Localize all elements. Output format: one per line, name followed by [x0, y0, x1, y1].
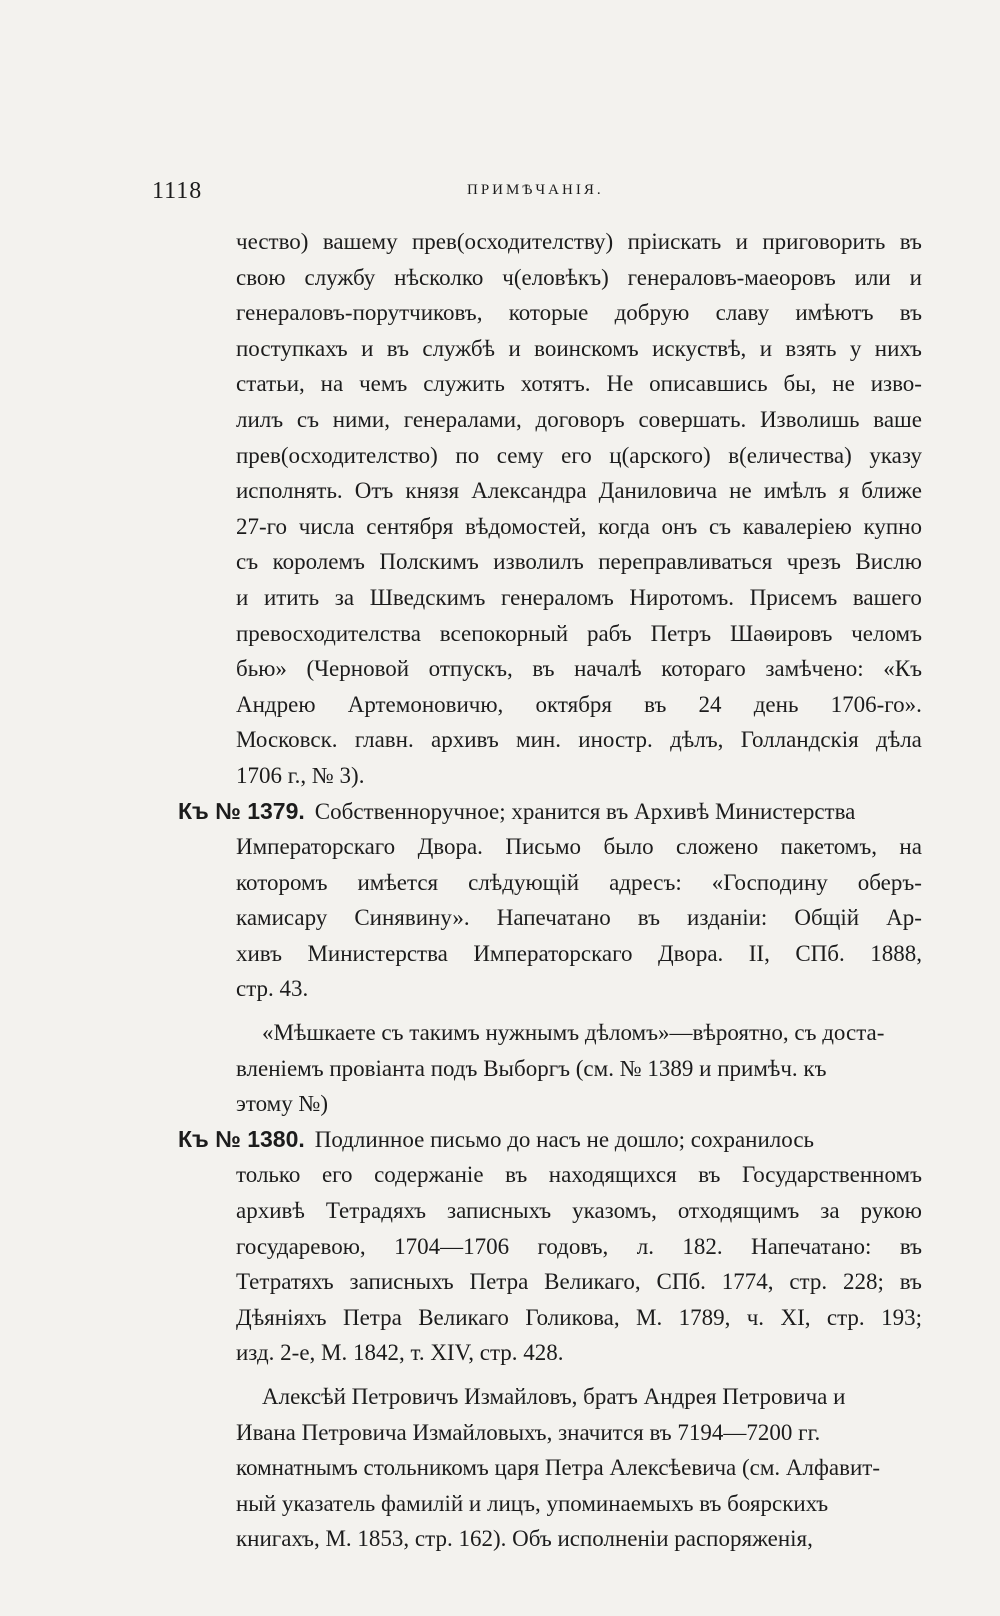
word: годовъ, [537, 1233, 609, 1259]
word: 228; [842, 1269, 884, 1295]
word: 193; [881, 1304, 922, 1330]
word: Не [606, 371, 634, 397]
word: и [735, 229, 748, 254]
word: сему [496, 442, 544, 468]
word: ближе [861, 478, 922, 504]
word: не [729, 478, 752, 504]
text-line [178, 331, 922, 367]
word: въ [644, 691, 667, 717]
word: его [321, 1162, 353, 1188]
word: Полскимъ [379, 549, 479, 575]
word: слѣдующій [468, 869, 580, 895]
word: превосходителства [236, 620, 421, 646]
word: и [759, 335, 773, 361]
text-line [178, 1264, 922, 1300]
word: Напечатано: [751, 1233, 872, 1259]
paragraph-commentary [178, 1015, 922, 1122]
text-line [178, 829, 922, 865]
word: за [820, 1198, 840, 1224]
word: съ [296, 406, 320, 432]
word: всепокорный [439, 620, 569, 646]
word: князя [405, 478, 460, 504]
word: л. [636, 1233, 654, 1259]
text-line [178, 1193, 922, 1229]
word: договоръ [535, 406, 625, 432]
word: Письмо [505, 834, 582, 860]
word: Великаго [418, 1304, 509, 1330]
word: записныхъ [349, 1269, 454, 1295]
word: когда [598, 513, 650, 539]
text-line [178, 224, 922, 260]
word: Напечатано [496, 905, 611, 931]
text-line: Ивана Петровича Измайловыхъ, значится въ 7194—7200 гг. [236, 1419, 821, 1445]
word: ч(еловѣкъ) [502, 264, 609, 290]
word: и [508, 335, 521, 361]
word: совершать. [638, 406, 747, 432]
word: ц(арского) [609, 442, 711, 468]
word: Императорскаго [473, 940, 633, 966]
word: было [603, 834, 654, 860]
text-line [178, 402, 922, 438]
word: исполнять. [236, 478, 343, 504]
word: Великаго, [544, 1269, 641, 1295]
word: сентября [366, 513, 454, 539]
word: адресъ: [609, 869, 682, 895]
entry-number: Къ № 1380. [178, 1125, 305, 1152]
word: Министерства [307, 940, 448, 966]
text-line: Къ № 1379. Собственноручное; хранится въ Архивѣ Министерства [178, 797, 856, 824]
header-title: ПРИМѢЧАНІЯ. [467, 182, 604, 198]
word: службу [304, 264, 376, 290]
word: мин. [516, 727, 561, 753]
text-line [178, 722, 922, 758]
text-line [178, 438, 922, 474]
word: изданіи: [687, 905, 768, 931]
word: за [334, 584, 355, 610]
word: лилъ [236, 406, 284, 432]
text-line [178, 295, 922, 331]
word: взять [785, 335, 837, 361]
text-line: стр. 43. [236, 976, 309, 1002]
word: XI, [780, 1304, 811, 1330]
word: поступкахъ [236, 335, 348, 361]
word: его [561, 442, 592, 468]
word: или [854, 264, 891, 290]
text-line [178, 509, 922, 545]
word: Шаѳировъ [729, 620, 833, 646]
text-line [178, 651, 922, 687]
word: я [838, 478, 850, 504]
word: славу [715, 300, 770, 326]
note-entry-1379 [178, 794, 922, 1008]
word: Двора. [657, 940, 724, 966]
word: началѣ [574, 656, 642, 682]
word: вашему [322, 229, 398, 254]
word: Отъ [354, 478, 394, 504]
word: рабъ [586, 620, 632, 646]
notes-body [178, 224, 922, 1557]
word: нихъ [874, 335, 922, 361]
word: въ [899, 1269, 922, 1295]
word: Артемоновичю, [347, 691, 504, 717]
text-line: Алексѣй Петровичъ Измайловъ, братъ Андрея Петровича и [262, 1384, 846, 1409]
word: Вислю [855, 549, 922, 575]
word: съ [236, 549, 259, 575]
word: бью» [236, 656, 287, 682]
word: камисару [236, 905, 328, 931]
text-line: «Мѣшкаете съ такимъ нужнымъ дѣломъ»—вѣроятно, съ доста- [262, 1020, 885, 1046]
word: приговорить [762, 229, 886, 254]
word: находящихся [548, 1162, 677, 1188]
text-line: изд. 2-е, М. 1842, т. XIV, стр. 428. [236, 1340, 564, 1366]
text-line [178, 687, 922, 723]
word: въ [386, 335, 409, 361]
word: итить [263, 584, 320, 610]
word: пакетомъ, [780, 834, 877, 860]
word: по [455, 442, 480, 468]
word: чрезъ [786, 549, 841, 575]
word: указомъ, [572, 1198, 657, 1224]
word: вашего [852, 584, 922, 610]
word: генераловъ-порутчиковъ, [236, 300, 483, 326]
word: содержаніе [374, 1162, 484, 1188]
word: у [849, 335, 862, 361]
text-line: ный указатель фамилій и лицъ, упоминаемыхъ въ боярскихъ [236, 1490, 829, 1516]
word: чемъ [359, 371, 408, 397]
word: въ [505, 1162, 528, 1188]
word: котораго [661, 656, 746, 682]
word: прев(осходителству) [411, 229, 614, 254]
word: кавалеріею [742, 513, 852, 539]
word: ними, [332, 406, 390, 432]
word: Изволишь [759, 406, 860, 432]
word: чество) [236, 229, 309, 254]
word: которые [508, 300, 589, 326]
word: имѣется [357, 869, 439, 895]
word: рукою [860, 1198, 922, 1224]
word: Дѣяніяхъ [236, 1304, 327, 1330]
word: въ [899, 1233, 922, 1259]
text-line [178, 260, 922, 296]
word: ч. [746, 1304, 765, 1330]
word: въ [532, 656, 555, 682]
word: описавшись [649, 371, 768, 397]
word: II, [748, 940, 770, 966]
word: архивъ [431, 727, 499, 753]
word: бы, [783, 371, 817, 397]
word: (Черновой [306, 656, 410, 682]
text-line [178, 1229, 922, 1265]
text-line [178, 616, 922, 652]
word: Государственномъ [741, 1162, 922, 1188]
word: на [899, 834, 922, 860]
text-line [178, 900, 922, 936]
word: замѣчено: [765, 656, 864, 682]
word: Синявину». [354, 905, 470, 931]
word: 24 [698, 691, 722, 717]
word: Шведскимъ [369, 584, 486, 610]
paragraph-izmailov [178, 1379, 922, 1557]
word: службѣ [422, 335, 496, 361]
word: на [320, 371, 344, 397]
text-line: Къ № 1380. Подлинное письмо до насъ не дошло; сохранилось [178, 1125, 815, 1152]
word: которомъ [236, 869, 328, 895]
word: Даниловича [598, 478, 718, 504]
word: ваше [873, 406, 922, 432]
word: 1888, [870, 940, 922, 966]
word: 182. [682, 1233, 723, 1259]
word: искуствѣ, [652, 335, 747, 361]
word: Петра [342, 1304, 402, 1330]
word: М. [636, 1304, 663, 1330]
word: Александра [471, 478, 587, 504]
word: хотятъ. [520, 371, 591, 397]
word: купно [863, 513, 922, 539]
word: челомъ [851, 620, 922, 646]
word: «Господину [711, 869, 828, 895]
word: дѣла [876, 727, 922, 753]
word: только [236, 1162, 301, 1188]
word: СПб. [656, 1269, 706, 1295]
word: воинскомъ [534, 335, 639, 361]
paragraph-letter-continuation [178, 224, 922, 794]
word: дѣлъ, [670, 727, 724, 753]
word: записныхъ [447, 1198, 552, 1224]
word: Ар- [886, 905, 922, 931]
word: СПб. [795, 940, 845, 966]
word: имѣютъ [795, 300, 874, 326]
word: въ [899, 300, 922, 326]
word: 1706-го». [830, 691, 922, 717]
text-line: комнатнымъ стольникомъ царя Петра Алексѣевича (см. Алфавит- [236, 1455, 881, 1481]
word: Общій [794, 905, 860, 931]
word: стр. [789, 1269, 828, 1295]
note-entry-1380 [178, 1122, 922, 1371]
word: 1774, [721, 1269, 774, 1295]
word: Присемъ [749, 584, 838, 610]
text-line: этому №) [236, 1091, 329, 1117]
word: Голикова, [525, 1304, 620, 1330]
word: пріискать [627, 229, 722, 254]
running-head [152, 178, 922, 208]
word: Голландскія [740, 727, 859, 753]
word: Московск. [236, 727, 338, 753]
word: изволилъ [493, 549, 584, 575]
text-line [178, 865, 922, 901]
word: въ [899, 229, 922, 254]
word: иностр. [578, 727, 653, 753]
word: числа [298, 513, 355, 539]
word: и [909, 264, 922, 290]
word: статьи, [236, 371, 305, 397]
word: архивѣ [236, 1198, 305, 1224]
word: Петръ [650, 620, 712, 646]
word: в(еличества) [728, 442, 852, 468]
word: оберъ- [857, 869, 922, 895]
word: нѣсколко [394, 264, 484, 290]
text-line: вленіемъ провіанта подъ Выборгъ (см. № 1389 и примѣч. къ [236, 1055, 827, 1081]
word: государевою, [236, 1233, 366, 1259]
word: и [361, 335, 374, 361]
word: королемъ [272, 549, 365, 575]
word: прев(осходителство) [236, 442, 438, 468]
text-line [178, 1300, 922, 1336]
page-number: 1118 [152, 178, 203, 204]
word: въ [698, 1162, 721, 1188]
word: генераловъ-маеоровъ [627, 264, 836, 290]
text-line [178, 473, 922, 509]
word: добрую [614, 300, 690, 326]
text-line [178, 580, 922, 616]
word: хивъ [236, 940, 282, 966]
word: свою [236, 264, 286, 290]
word: изво- [870, 371, 922, 397]
word: имѣлъ [763, 478, 827, 504]
text-line [178, 936, 922, 972]
word: съ [708, 513, 732, 539]
word: генералами, [403, 406, 522, 432]
text-line [178, 1157, 922, 1193]
word: Тетрадяхъ [325, 1198, 427, 1224]
word: Императорскаго [236, 834, 396, 860]
word: Петра [469, 1269, 529, 1295]
word: Тетратяхъ [236, 1269, 334, 1295]
word: служить [423, 371, 505, 397]
word: указу [869, 442, 922, 468]
text-line: книгахъ, М. 1853, стр. 162). Объ исполненіи распоряженія, [236, 1526, 813, 1552]
word: Двора. [417, 834, 483, 860]
word: вѣдомостей, [465, 513, 587, 539]
text-line: 1706 г., № 3). [236, 762, 365, 788]
word: отпускъ, [428, 656, 513, 682]
word: главн. [354, 727, 414, 753]
word: день [753, 691, 799, 717]
word: онъ [661, 513, 698, 539]
text-line [178, 366, 922, 402]
word: «Къ [883, 656, 922, 682]
word: Андрею [236, 691, 316, 717]
word: въ [637, 905, 660, 931]
text-line [178, 544, 922, 580]
word: стр. [826, 1304, 865, 1330]
word: не [832, 371, 855, 397]
word: 1789, [678, 1304, 731, 1330]
word: Ниротомъ. [629, 584, 735, 610]
word: 1704—1706 [394, 1233, 510, 1259]
word: и [236, 584, 249, 610]
word: сложено [676, 834, 759, 860]
word: октября [535, 691, 612, 717]
word: генераломъ [501, 584, 614, 610]
word: переправливаться [598, 549, 773, 575]
word: 27-го [236, 513, 288, 539]
entry-number: Къ № 1379. [178, 797, 305, 824]
word: отходящимъ [677, 1198, 800, 1224]
